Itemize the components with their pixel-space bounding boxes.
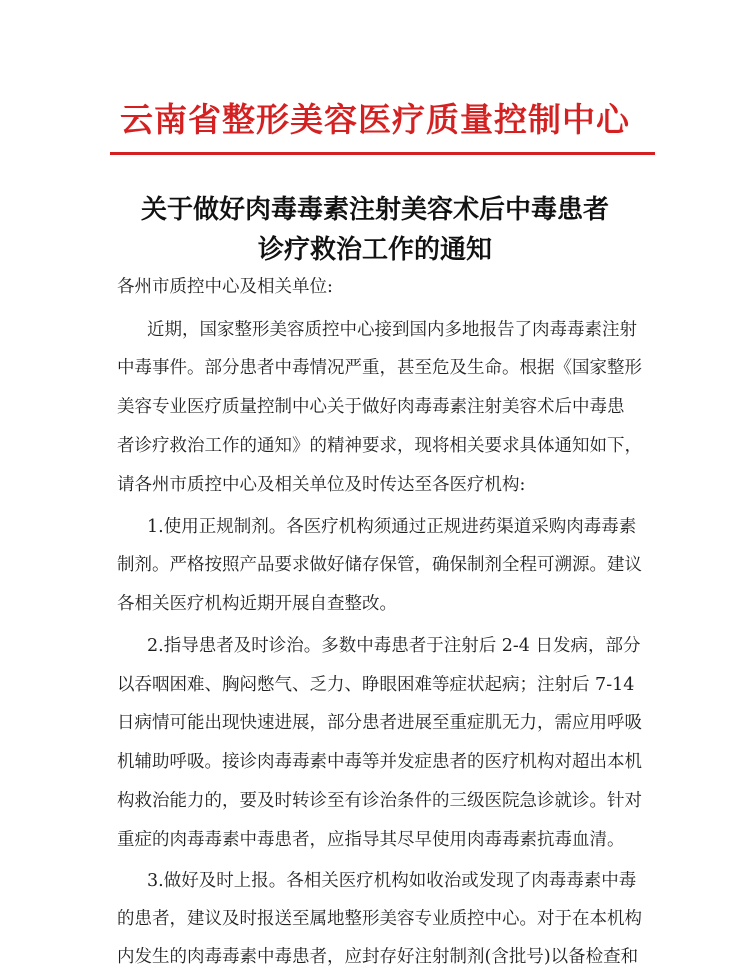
body-line: 构救治能力的，要及时转诊至有诊治条件的三级医院急诊就诊。针对 [117, 791, 642, 811]
body-line: 以吞咽困难、胸闷憋气、乏力、睁眼困难等症状起病；注射后 7-14 [117, 675, 635, 695]
body-line: 3.做好及时上报。各相关医疗机构如收治或发现了肉毒毒素中毒 [147, 871, 637, 891]
body-line: 1.使用正规制剂。各医疗机构须通过正规进药渠道采购肉毒毒素 [147, 517, 637, 537]
body-line: 内发生的肉毒毒素中毒患者，应封存好注射制剂(含批号)以备检查和 [117, 947, 639, 967]
body-line: 中毒事件。部分患者中毒情况严重，甚至危及生命。根据《国家整形 [117, 358, 642, 378]
body-line: 重症的肉毒毒素中毒患者，应指导其尽早使用肉毒毒素抗毒血清。 [117, 830, 625, 850]
body-line: 各相关医疗机构近期开展自查整改。 [117, 594, 397, 614]
body-line: 2.指导患者及时诊治。多数中毒患者于注射后 2-4 日发病，部分 [147, 636, 641, 656]
salutation: 各州市质控中心及相关单位: [117, 277, 333, 297]
notice-title-line-1: 关于做好肉毒毒素注射美容术后中毒患者 [140, 195, 609, 225]
body-line: 制剂。严格按照产品要求做好储存保管，确保制剂全程可溯源。建议 [117, 555, 642, 575]
body-line: 美容专业医疗质量控制中心关于做好肉毒毒素注射美容术后中毒患 [117, 397, 625, 417]
body-line: 近期，国家整形美容质控中心接到国内多地报告了肉毒毒素注射 [147, 320, 637, 340]
body-line: 的患者，建议及时报送至属地整形美容专业质控中心。对于在本机构 [117, 909, 642, 929]
body-line: 请各州市质控中心及相关单位及时传达至各医疗机构: [117, 475, 526, 495]
body-line: 日病情可能出现快速进展，部分患者进展至重症肌无力，需应用呼吸 [117, 713, 642, 733]
notice-title [0, 190, 750, 270]
organization-title: 云南省整形美容医疗质量控制中心 [120, 100, 630, 139]
body-line: 机辅助呼吸。接诊肉毒毒素中毒等并发症患者的医疗机构对超出本机 [117, 752, 642, 772]
red-divider-line [110, 152, 655, 155]
notice-title-line-2: 诊疗救治工作的通知 [257, 235, 492, 265]
body-line: 者诊疗救治工作的通知》的精神要求，现将相关要求具体通知如下， [117, 436, 642, 456]
